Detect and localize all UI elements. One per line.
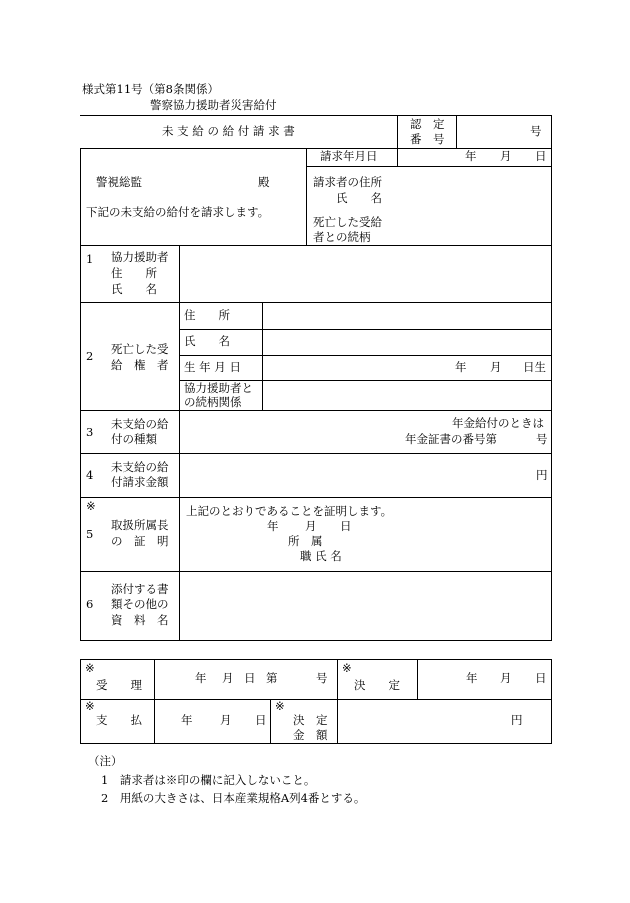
item-6-label-3: 資 料 名 xyxy=(111,613,169,627)
item-4-number: 4 xyxy=(86,468,94,482)
amount-right-divider xyxy=(337,699,338,743)
form-title: 未 支 給 の 給 付 請 求 書 xyxy=(162,124,295,138)
item-5-post-name: 職 氏 名 xyxy=(300,549,342,563)
request-date-bottom-border xyxy=(306,166,552,167)
item-1-label-1: 協力援助者 xyxy=(111,250,169,264)
uketsuke-year: 年 xyxy=(195,671,207,685)
item-6-label-2: 類その他の xyxy=(111,597,169,611)
amount-mark: ※ xyxy=(275,699,285,713)
amount-yen: 円 xyxy=(511,713,523,727)
notes-heading: （注） xyxy=(88,754,123,768)
item-2-relation-label-1: 協力援助者と xyxy=(184,381,253,395)
claimant-relation-label-1: 死亡した受給 xyxy=(313,215,382,229)
office-table-top-border xyxy=(80,659,552,660)
item-3-note-1: 年金給付のときは xyxy=(452,416,544,430)
kettei-left-divider xyxy=(337,659,338,699)
item-5-certification: 上記のとおりであることを証明します。 xyxy=(186,504,393,518)
item-1-label-2: 住 所 xyxy=(111,266,157,280)
main-table-right-border xyxy=(551,148,552,641)
item-5-number: 5 xyxy=(86,527,94,541)
item-2-number: 2 xyxy=(86,349,94,363)
item-2-label-1: 死亡した受 xyxy=(111,342,169,356)
item-1-number: 1 xyxy=(86,252,94,266)
addressee-honorific: 殿 xyxy=(258,175,270,189)
item-2-relation-label-2: の続柄関係 xyxy=(184,395,242,409)
row-4-top-border xyxy=(80,453,552,454)
addressee-name: 警視総監 xyxy=(96,175,142,189)
uketsuke-divider xyxy=(154,659,155,699)
item-2-sub-divider xyxy=(262,302,263,410)
office-table-bottom-border xyxy=(80,743,552,744)
request-date-divider xyxy=(397,148,398,166)
item-2-birth-label: 生 年 月 日 xyxy=(184,360,241,374)
form-number: 様式第11号（第8条関係） xyxy=(82,82,219,96)
uketsuke-dai: 第 xyxy=(266,671,278,685)
claimant-name-label: 氏 名 xyxy=(336,191,382,205)
row-2-top-border xyxy=(80,302,552,303)
item-6-label-1: 添付する書 xyxy=(111,582,169,596)
amount-label-2: 金 額 xyxy=(293,728,328,742)
item-2-sub-row-1-border xyxy=(179,329,552,330)
item-1-label-3: 氏 名 xyxy=(111,282,157,296)
item-2-sub-row-2-border xyxy=(179,355,552,356)
nintei-label-1: 認 定 xyxy=(410,117,445,131)
uketsuke-go: 号 xyxy=(316,671,328,685)
nintei-mid-border xyxy=(456,115,457,148)
item-5-year: 年 xyxy=(267,519,279,533)
item-5-day: 日 xyxy=(340,519,352,533)
nintei-go: 号 xyxy=(530,124,542,138)
addressee-divider xyxy=(306,148,307,245)
claimant-relation-label-2: 者との続柄 xyxy=(313,230,371,244)
item-2-birth-day: 日生 xyxy=(523,360,546,374)
office-table-left-border xyxy=(80,659,81,743)
uketsuke-month: 月 xyxy=(222,671,234,685)
request-date-label: 請求年月日 xyxy=(320,149,378,163)
main-table-bottom-border xyxy=(80,640,552,641)
item-2-birth-month: 月 xyxy=(490,360,502,374)
kettei-day: 日 xyxy=(535,671,547,685)
item-3-note-2: 年金証書の番号第 xyxy=(405,432,497,446)
item-5-department: 所 属 xyxy=(288,534,323,548)
item-3-go: 号 xyxy=(536,432,548,446)
shiharai-mark: ※ xyxy=(85,699,95,713)
kettei-month: 月 xyxy=(500,671,512,685)
title-row-top-border xyxy=(80,115,552,116)
office-table-mid-border xyxy=(80,699,552,700)
item-2-name-label: 氏 名 xyxy=(184,334,230,348)
item-2-label-2: 給 権 者 xyxy=(111,358,169,372)
item-5-label-1: 取扱所属長 xyxy=(111,518,169,532)
main-table-top-border xyxy=(80,148,552,149)
form-subtitle: 警察協力援助者災害給付 xyxy=(150,98,277,112)
note-1: 1 請求者は※印の欄に記入しないこと。 xyxy=(101,773,316,787)
label-column-divider xyxy=(179,245,180,640)
item-2-address-label: 住 所 xyxy=(184,308,230,322)
kettei-mark: ※ xyxy=(342,661,352,675)
nintei-right-border xyxy=(551,115,552,148)
kettei-year: 年 xyxy=(466,671,478,685)
main-table-left-border xyxy=(80,148,81,641)
row-5-top-border xyxy=(80,497,552,498)
item-3-number: 3 xyxy=(86,425,94,439)
nintei-label-2: 番 号 xyxy=(410,132,445,146)
row-3-top-border xyxy=(80,410,552,411)
kettei-right-divider xyxy=(417,659,418,699)
item-2-birth-year: 年 xyxy=(455,360,467,374)
shiharai-day: 日 xyxy=(255,713,267,727)
shiharai-divider xyxy=(154,699,155,743)
request-date-day: 日 xyxy=(535,149,547,163)
office-table-right-border xyxy=(551,659,552,743)
note-2: 2 用紙の大きさは、日本産業規格A列4番とする。 xyxy=(101,791,366,805)
request-statement: 下記の未支給の給付を請求します。 xyxy=(86,205,270,219)
item-5-label-2: の 証 明 xyxy=(111,534,169,548)
item-4-label-1: 未支給の給 xyxy=(111,460,169,474)
shiharai-year: 年 xyxy=(181,713,193,727)
uketsuke-mark: ※ xyxy=(85,661,95,675)
claimant-address-label: 請求者の住所 xyxy=(313,175,382,189)
row-1-top-border xyxy=(80,245,552,246)
item-5-mark: ※ xyxy=(86,499,96,513)
shiharai-month: 月 xyxy=(220,713,232,727)
kettei-label: 決 定 xyxy=(354,678,400,692)
item-6-number: 6 xyxy=(86,597,94,611)
item-4-yen: 円 xyxy=(536,468,548,482)
request-date-month: 月 xyxy=(500,149,512,163)
item-5-month: 月 xyxy=(305,519,317,533)
item-3-label-1: 未支給の給 xyxy=(111,417,169,431)
shiharai-label: 支 払 xyxy=(96,713,142,727)
amount-label-1: 決 定 xyxy=(293,713,328,727)
item-3-label-2: 付の種類 xyxy=(111,432,157,446)
uketsuke-day: 日 xyxy=(244,671,256,685)
uketsuke-label: 受 理 xyxy=(96,678,142,692)
row-6-top-border xyxy=(80,571,552,572)
amount-left-divider xyxy=(270,699,271,743)
nintei-left-border xyxy=(397,115,398,148)
item-4-label-2: 付請求金額 xyxy=(111,475,169,489)
request-date-year: 年 xyxy=(465,149,477,163)
